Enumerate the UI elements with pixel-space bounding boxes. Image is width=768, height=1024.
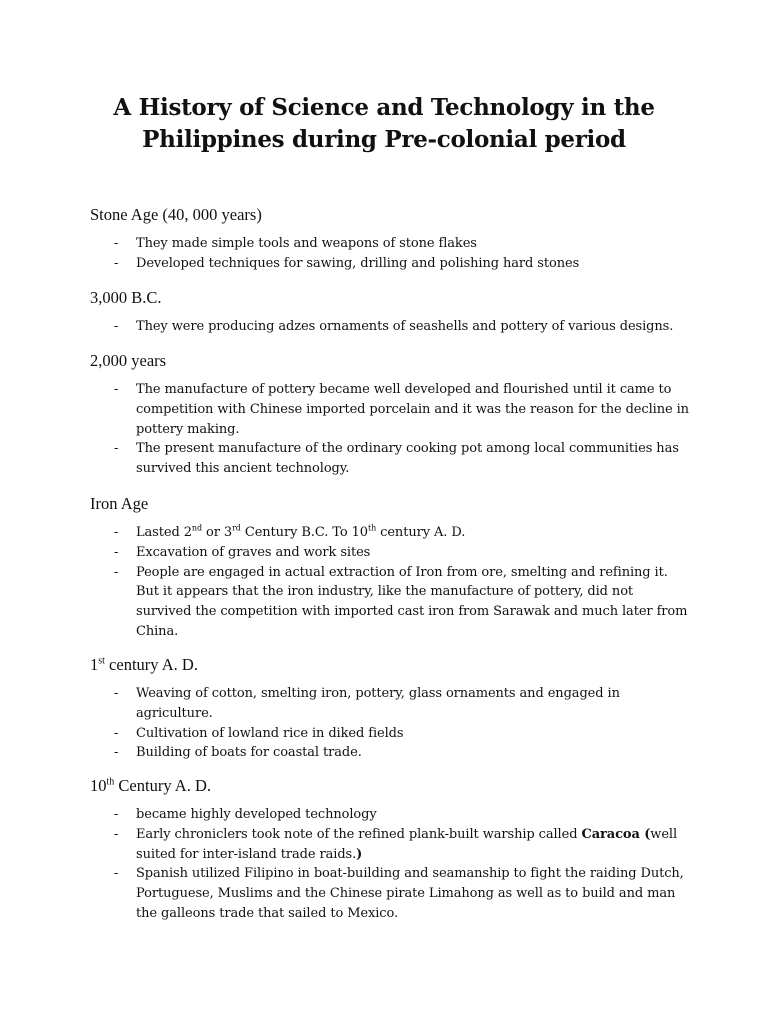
section-heading: 3,000 B.C. [90,288,162,307]
list-item: - Cultivation of lowland rice in diked fields [90,724,690,744]
list-item: - They made simple tools and weapons of stone flakes [90,234,690,254]
superscript: th [367,523,377,533]
section-heading: Stone Age (40, 000 years) [90,205,262,224]
text-fragment: century A. D. [376,525,466,540]
bullet-list [90,317,690,337]
section-stone-age [90,204,690,274]
list-item: - became highly developed technology [90,805,690,825]
bullet-list [90,234,690,274]
section-1st-century [90,654,690,763]
heading-number: 10 [90,776,107,795]
section-heading [90,775,690,797]
bullet-list [90,380,690,479]
list-item: - The manufacture of pottery became well developed and flourished until it came to competition with Chinese imported porcelain and it was the reason for the decline in pottery making. [90,380,690,439]
section-2000-years [90,350,690,479]
bullet-list [90,805,690,924]
superscript: nd [191,523,202,533]
title-line-2: Philippines during Pre-colonial period [142,126,626,153]
text-fragment: Lasted 2 [136,525,192,540]
text-fragment: well suited for inter-island trade raids. [136,826,678,862]
bold-text: ) [356,846,363,862]
superscript: rd [232,523,241,533]
list-item: - The present manufacture of the ordinary cooking pot among local communities has survived this ancient technology. [90,439,690,479]
document-title [60,92,708,156]
section-3000-bc [90,287,690,337]
superscript: th [106,776,115,788]
heading-text: century A. D. [104,655,198,674]
list-item: - Weaving of cotton, smelting iron, pottery, glass ornaments and engaged in agriculture. [90,684,690,724]
section-iron-age [90,493,690,642]
list-item [90,825,690,865]
bold-text: Caracoa ( [581,826,651,842]
bullet-list [90,684,690,763]
list-item: - Developed techniques for sawing, drilling and polishing hard stones [90,254,690,274]
list-item: - People are engaged in actual extraction of Iron from ore, smelting and refining it. But it appears that the iron industry, like the manufacture of pottery, did not survived the competition with imported cast iron from Sarawak and much later from China. [90,563,690,642]
list-item: - Excavation of graves and work sites [90,543,690,563]
superscript: st [98,655,105,667]
bullet-list [90,523,690,642]
text-fragment: or 3 [201,525,233,540]
heading-text: Century A. D. [114,776,211,795]
section-heading [90,654,690,676]
title-line-1: A History of Science and Technology in the [113,94,655,121]
section-heading: 2,000 years [90,351,167,370]
list-item: - Building of boats for coastal trade. [90,743,690,763]
list-item: - Spanish utilized Filipino in boat-building and seamanship to fight the raiding Dutch, Portuguese, Muslims and the Chinese pirate Limahong as well as to build and man the galleons trade that sailed to Mexico. [90,864,690,923]
list-item: - They were producing adzes ornaments of seashells and pottery of various designs. [90,317,690,337]
text-fragment: Century B.C. To 10 [240,525,368,540]
heading-number: 1 [90,655,99,674]
text-fragment: Early chroniclers took note of the refined plank-built warship called [136,826,582,842]
section-10th-century [90,775,690,924]
section-heading: Iron Age [90,494,149,513]
list-item [90,523,690,543]
